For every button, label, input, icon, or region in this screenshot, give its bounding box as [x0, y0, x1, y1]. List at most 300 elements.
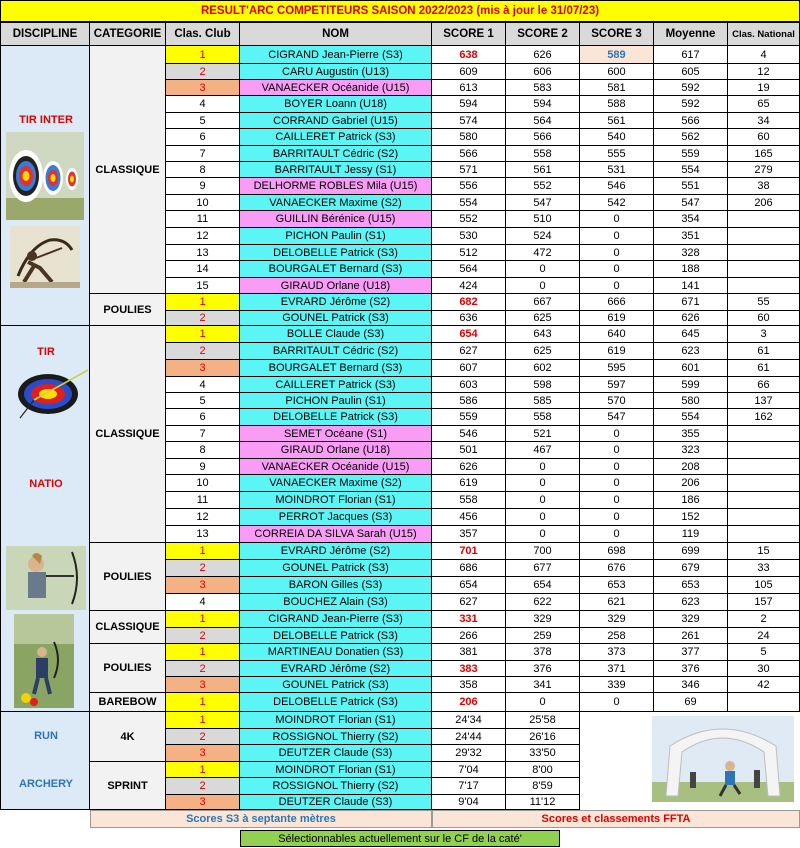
average: 626 [654, 311, 728, 326]
score-1: 7'04 [432, 762, 506, 778]
archer-name: PICHON Paulin (S1) [240, 393, 432, 409]
average: 206 [654, 475, 728, 492]
club-rank: 2 [166, 628, 240, 644]
archer-name: GUILLIN Bérénice (U15) [240, 211, 432, 228]
national-rank: 33 [728, 560, 800, 577]
club-rank: 1 [166, 693, 240, 712]
club-rank: 3 [166, 80, 240, 96]
score-3: 546 [580, 178, 654, 195]
score-1: 266 [432, 628, 506, 644]
average: 592 [654, 80, 728, 96]
score-2: 8'00 [506, 762, 580, 778]
club-rank: 1 [166, 46, 240, 64]
score-2: 561 [506, 162, 580, 178]
national-rank [728, 526, 800, 543]
average: 323 [654, 442, 728, 459]
score-1: 594 [432, 96, 506, 113]
average: 671 [654, 294, 728, 311]
average: 346 [654, 677, 728, 693]
archer-name: MOINDROT Florian (S1) [240, 492, 432, 509]
score-1: 580 [432, 129, 506, 146]
archer-name: GOUNEL Patrick (S3) [240, 311, 432, 326]
club-rank: 1 [166, 611, 240, 628]
score-3: 595 [580, 360, 654, 377]
archer-name: BARRITAULT Cédric (S2) [240, 146, 432, 162]
average: 152 [654, 509, 728, 526]
archer-name: DEUTZER Claude (S3) [240, 795, 432, 810]
national-rank: 30 [728, 661, 800, 677]
score-2: 594 [506, 96, 580, 113]
score-2: 558 [506, 409, 580, 426]
score-3: 0 [580, 426, 654, 442]
score-3: 640 [580, 326, 654, 343]
club-rank: 3 [166, 577, 240, 594]
score-2: 0 [506, 261, 580, 278]
club-rank: 2 [166, 661, 240, 677]
discipline-label: RUN [34, 730, 58, 742]
sheet-title: RESULT'ARC COMPETITEURS SAISON 2022/2023 (mis à jour le 31/07/23) [0, 0, 800, 22]
score-3: 531 [580, 162, 654, 178]
national-rank: 61 [728, 360, 800, 377]
average: 551 [654, 178, 728, 195]
archer-name: DEUTZER Claude (S3) [240, 745, 432, 762]
score-3: 589 [580, 46, 654, 64]
score-2: 602 [506, 360, 580, 377]
national-rank: 5 [728, 644, 800, 661]
score-2: 0 [506, 475, 580, 492]
archer-name: BOLLE Claude (S3) [240, 326, 432, 343]
archer-name: CIGRAND Jean-Pierre (S3) [240, 611, 432, 628]
score-2: 33'50 [506, 745, 580, 762]
club-rank: 3 [166, 677, 240, 693]
average: 617 [654, 46, 728, 64]
average: 605 [654, 64, 728, 80]
discipline-label: ARCHERY [19, 778, 73, 790]
score-1: 571 [432, 162, 506, 178]
club-rank: 4 [166, 377, 240, 393]
average: 208 [654, 459, 728, 475]
category-classique: CLASSIQUE [90, 46, 166, 294]
archer-statue-image [10, 226, 80, 288]
average: 592 [654, 96, 728, 113]
archer-name: ROSSIGNOL Thierry (S2) [240, 778, 432, 795]
score-3: 600 [580, 64, 654, 80]
score-3: 0 [580, 228, 654, 245]
average: 699 [654, 543, 728, 560]
archer-name: VANAECKER Océanide (U15) [240, 80, 432, 96]
score-3: 0 [580, 278, 654, 294]
score-2: 598 [506, 377, 580, 393]
score-1: 574 [432, 113, 506, 129]
national-rank: 61 [728, 343, 800, 360]
score-3: 666 [580, 294, 654, 311]
score-1: 627 [432, 594, 506, 611]
average: 69 [654, 693, 728, 712]
archer-name: DELOBELLE Patrick (S3) [240, 409, 432, 426]
arrow-target-image [14, 360, 90, 420]
national-rank: 38 [728, 178, 800, 195]
club-rank: 1 [166, 326, 240, 343]
average: 653 [654, 577, 728, 594]
national-rank: 34 [728, 113, 800, 129]
national-rank: 24 [728, 628, 800, 644]
score-2: 0 [506, 693, 580, 712]
score-3: 329 [580, 611, 654, 628]
club-rank: 8 [166, 442, 240, 459]
club-rank: 9 [166, 459, 240, 475]
national-rank [728, 426, 800, 442]
score-3: 0 [580, 509, 654, 526]
archer-name: PICHON Paulin (S1) [240, 228, 432, 245]
national-rank: 157 [728, 594, 800, 611]
header-clas-national: Clas. National [728, 22, 800, 46]
score-2: 472 [506, 245, 580, 261]
score-1: 501 [432, 442, 506, 459]
club-rank: 10 [166, 195, 240, 211]
header-nom: NOM [240, 22, 432, 46]
national-rank: 206 [728, 195, 800, 211]
score-1: 383 [432, 661, 506, 677]
average: 377 [654, 644, 728, 661]
archer-name: CIGRAND Jean-Pierre (S3) [240, 46, 432, 64]
club-rank: 12 [166, 509, 240, 526]
average: 328 [654, 245, 728, 261]
score-2: 0 [506, 459, 580, 475]
archer-name: BOURGALET Bernard (S3) [240, 261, 432, 278]
discipline-label: TIR [37, 346, 55, 358]
run-archery-photo [652, 716, 794, 802]
club-rank: 3 [166, 360, 240, 377]
archer-name: MARTINEAU Donatien (S3) [240, 644, 432, 661]
average: 599 [654, 377, 728, 393]
archer-name: VANAECKER Maxime (S2) [240, 475, 432, 492]
club-rank: 2 [166, 311, 240, 326]
score-3: 619 [580, 343, 654, 360]
national-rank [728, 261, 800, 278]
discipline-run-archery [0, 712, 90, 810]
archer-name: VANAECKER Maxime (S2) [240, 195, 432, 211]
score-1: 566 [432, 146, 506, 162]
score-2: 625 [506, 311, 580, 326]
category-barebow: BAREBOW [90, 693, 166, 712]
score-1: 558 [432, 492, 506, 509]
national-rank: 65 [728, 96, 800, 113]
club-rank: 7 [166, 146, 240, 162]
national-rank: 162 [728, 409, 800, 426]
category-poulies: POULIES [90, 294, 166, 326]
club-rank: 3 [166, 795, 240, 810]
score-3: 581 [580, 80, 654, 96]
target-butts-image [6, 132, 84, 220]
score-3: 547 [580, 409, 654, 426]
archer-name: BARON Gilles (S3) [240, 577, 432, 594]
score-3: 588 [580, 96, 654, 113]
club-rank: 11 [166, 492, 240, 509]
footer-note-ffta: Scores et classements FFTA [432, 810, 800, 828]
score-1: 358 [432, 677, 506, 693]
club-rank: 10 [166, 475, 240, 492]
average: 601 [654, 360, 728, 377]
archer-name: EVRARD Jérôme (S2) [240, 661, 432, 677]
average: 354 [654, 211, 728, 228]
archer-name: PERROT Jacques (S3) [240, 509, 432, 526]
header-score-2: SCORE 2 [506, 22, 580, 46]
club-rank: 5 [166, 393, 240, 409]
archer-name: DELOBELLE Patrick (S3) [240, 693, 432, 712]
score-1: 559 [432, 409, 506, 426]
score-1: 564 [432, 261, 506, 278]
club-rank: 14 [166, 261, 240, 278]
archer-name: GIRAUD Orlane (U18) [240, 442, 432, 459]
score-3: 698 [580, 543, 654, 560]
score-2: 0 [506, 526, 580, 543]
average: 376 [654, 661, 728, 677]
club-rank: 12 [166, 228, 240, 245]
score-1: 552 [432, 211, 506, 228]
score-2: 521 [506, 426, 580, 442]
national-rank [728, 442, 800, 459]
score-1: 530 [432, 228, 506, 245]
score-2: 583 [506, 80, 580, 96]
score-3: 540 [580, 129, 654, 146]
national-rank [728, 228, 800, 245]
score-1: 609 [432, 64, 506, 80]
score-1: 556 [432, 178, 506, 195]
score-3: 0 [580, 261, 654, 278]
score-2: 26'16 [506, 729, 580, 745]
club-rank: 11 [166, 211, 240, 228]
score-1: 512 [432, 245, 506, 261]
club-rank: 5 [166, 113, 240, 129]
header-score-1: SCORE 1 [432, 22, 506, 46]
score-2: 378 [506, 644, 580, 661]
score-2: 376 [506, 661, 580, 677]
national-rank [728, 211, 800, 228]
score-3: 339 [580, 677, 654, 693]
archer-name: MOINDROT Florian (S1) [240, 762, 432, 778]
category-classique: CLASSIQUE [90, 326, 166, 543]
score-3: 0 [580, 492, 654, 509]
archer-name: DELOBELLE Patrick (S3) [240, 628, 432, 644]
category-poulies: POULIES [90, 644, 166, 693]
score-1: 682 [432, 294, 506, 311]
average: 580 [654, 393, 728, 409]
national-rank: 2 [728, 611, 800, 628]
club-rank: 8 [166, 162, 240, 178]
archer-name: EVRARD Jérôme (S2) [240, 294, 432, 311]
average: 119 [654, 526, 728, 543]
score-2: 329 [506, 611, 580, 628]
score-2: 0 [506, 278, 580, 294]
archer-name: ROSSIGNOL Thierry (S2) [240, 729, 432, 745]
score-3: 676 [580, 560, 654, 577]
club-rank: 15 [166, 278, 240, 294]
category-poulies: POULIES [90, 543, 166, 611]
score-1: 638 [432, 46, 506, 64]
score-2: 643 [506, 326, 580, 343]
average: 623 [654, 594, 728, 611]
club-rank: 4 [166, 96, 240, 113]
national-rank: 19 [728, 80, 800, 96]
archer-name: BOUCHEZ Alain (S3) [240, 594, 432, 611]
national-rank: 60 [728, 311, 800, 326]
average: 554 [654, 162, 728, 178]
archer-name: CORREIA DA SILVA Sarah (U15) [240, 526, 432, 543]
score-1: 9'04 [432, 795, 506, 810]
club-rank: 13 [166, 245, 240, 261]
score-2: 341 [506, 677, 580, 693]
club-rank: 3 [166, 745, 240, 762]
archer-name: VANAECKER Océanide (U15) [240, 459, 432, 475]
score-3: 373 [580, 644, 654, 661]
archer-name: CAILLERET Patrick (S3) [240, 129, 432, 146]
score-3: 619 [580, 311, 654, 326]
score-1: 654 [432, 577, 506, 594]
club-rank: 6 [166, 409, 240, 426]
score-3: 371 [580, 661, 654, 677]
national-rank [728, 245, 800, 261]
club-rank: 7 [166, 426, 240, 442]
national-rank: 105 [728, 577, 800, 594]
discipline-label: TIR INTER [19, 114, 73, 126]
footer-note-s3-distance: Scores S3 à septante mètres [90, 810, 432, 828]
score-1: 613 [432, 80, 506, 96]
club-rank: 2 [166, 343, 240, 360]
average: 645 [654, 326, 728, 343]
archer-name: BARRITAULT Cédric (S2) [240, 343, 432, 360]
score-1: 627 [432, 343, 506, 360]
score-2: 700 [506, 543, 580, 560]
score-2: 547 [506, 195, 580, 211]
average: 141 [654, 278, 728, 294]
club-rank: 1 [166, 294, 240, 311]
score-1: 619 [432, 475, 506, 492]
category-classique: CLASSIQUE [90, 611, 166, 644]
score-1: 636 [432, 311, 506, 326]
score-3: 597 [580, 377, 654, 393]
score-1: 331 [432, 611, 506, 628]
national-rank [728, 459, 800, 475]
score-2: 8'59 [506, 778, 580, 795]
archer-name: GOUNEL Patrick (S3) [240, 677, 432, 693]
header-categorie: CATEGORIE [90, 22, 166, 46]
score-2: 626 [506, 46, 580, 64]
national-rank [728, 475, 800, 492]
score-3: 653 [580, 577, 654, 594]
score-1: 206 [432, 693, 506, 712]
header-moyenne: Moyenne [654, 22, 728, 46]
average: 329 [654, 611, 728, 628]
average: 566 [654, 113, 728, 129]
score-2: 510 [506, 211, 580, 228]
average: 186 [654, 492, 728, 509]
club-rank: 6 [166, 129, 240, 146]
score-2: 622 [506, 594, 580, 611]
score-3: 0 [580, 442, 654, 459]
category-4k: 4K [90, 712, 166, 762]
archer-name: EVRARD Jérôme (S2) [240, 543, 432, 560]
club-rank: 1 [166, 762, 240, 778]
archer-name: SEMET Océane (S1) [240, 426, 432, 442]
score-1: 603 [432, 377, 506, 393]
average: 547 [654, 195, 728, 211]
score-1: 626 [432, 459, 506, 475]
score-2: 0 [506, 509, 580, 526]
score-3: 555 [580, 146, 654, 162]
national-rank: 279 [728, 162, 800, 178]
club-rank: 9 [166, 178, 240, 195]
score-2: 25'58 [506, 712, 580, 729]
national-rank: 137 [728, 393, 800, 409]
national-rank: 12 [728, 64, 800, 80]
average: 351 [654, 228, 728, 245]
score-2: 606 [506, 64, 580, 80]
score-1: 357 [432, 526, 506, 543]
average: 623 [654, 343, 728, 360]
score-2: 585 [506, 393, 580, 409]
score-2: 677 [506, 560, 580, 577]
score-2: 667 [506, 294, 580, 311]
header-clas-club: Clas. Club [166, 22, 240, 46]
score-2: 625 [506, 343, 580, 360]
club-rank: 1 [166, 712, 240, 729]
score-1: 24'44 [432, 729, 506, 745]
national-rank [728, 492, 800, 509]
club-rank: 13 [166, 526, 240, 543]
national-rank: 165 [728, 146, 800, 162]
header-row [0, 22, 800, 46]
category-sprint: SPRINT [90, 762, 166, 810]
archer-name: BOYER Loann (U18) [240, 96, 432, 113]
archer-name: BARRITAULT Jessy (S1) [240, 162, 432, 178]
national-rank: 66 [728, 377, 800, 393]
national-rank: 42 [728, 677, 800, 693]
national-rank: 55 [728, 294, 800, 311]
score-3: 561 [580, 113, 654, 129]
score-1: 607 [432, 360, 506, 377]
score-1: 586 [432, 393, 506, 409]
score-2: 564 [506, 113, 580, 129]
average: 554 [654, 409, 728, 426]
archer-name: CORRAND Gabriel (U15) [240, 113, 432, 129]
score-3: 0 [580, 693, 654, 712]
average: 562 [654, 129, 728, 146]
score-1: 686 [432, 560, 506, 577]
score-3: 0 [580, 459, 654, 475]
score-1: 654 [432, 326, 506, 343]
score-1: 546 [432, 426, 506, 442]
average: 188 [654, 261, 728, 278]
archer-name: GOUNEL Patrick (S3) [240, 560, 432, 577]
national-rank [728, 693, 800, 712]
average: 559 [654, 146, 728, 162]
field-archer-photo [14, 614, 74, 708]
national-rank: 15 [728, 543, 800, 560]
header-discipline: DISCIPLINE [0, 22, 90, 46]
archer-name: BOURGALET Bernard (S3) [240, 360, 432, 377]
score-3: 258 [580, 628, 654, 644]
average: 355 [654, 426, 728, 442]
archer-name: MOINDROT Florian (S1) [240, 712, 432, 729]
national-rank: 60 [728, 129, 800, 146]
national-rank [728, 509, 800, 526]
score-1: 29'32 [432, 745, 506, 762]
archer-name: DELOBELLE Patrick (S3) [240, 245, 432, 261]
score-2: 552 [506, 178, 580, 195]
score-2: 654 [506, 577, 580, 594]
score-1: 554 [432, 195, 506, 211]
score-3: 0 [580, 475, 654, 492]
